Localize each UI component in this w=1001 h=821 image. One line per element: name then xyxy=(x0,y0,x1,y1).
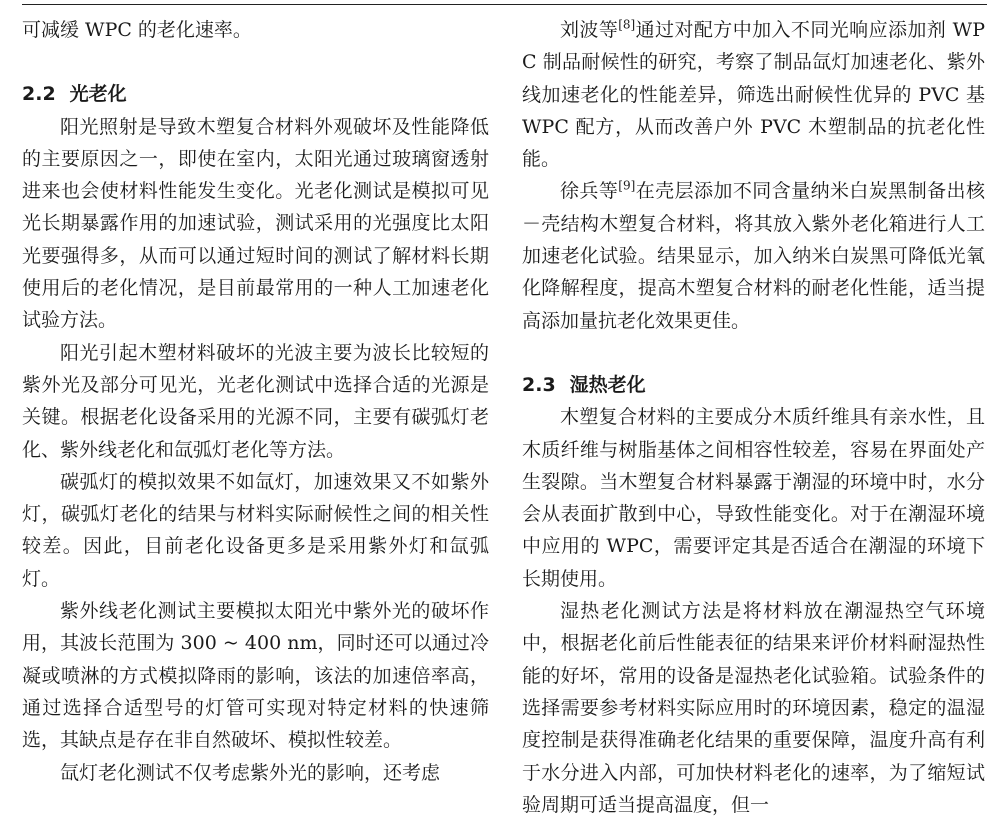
paragraph xyxy=(522,175,985,336)
paragraph-body: 通过对配方中加入不同光响应添加剂 WPC 制品耐候性的研究，考察了制品氙灯加速老化、紫外线加速老化的性能差异，筛选出耐候性优异的 PVC 基 WPC 配方，从而改善户外 PVC 木塑制品的抗老化性能。 xyxy=(522,19,985,171)
paragraph: 木塑复合材料的主要成分木质纤维具有亲水性，且木质纤维与树脂基体之间相容性较差，容易在界面处产生裂隙。当木塑复合材料暴露于潮湿的环境中时，水分会从表面扩散到中心，导致性能变化。对于在潮湿环境中应用的 WPC，需要评定其是否适合在潮湿的环境下长期使用。 xyxy=(522,406,985,590)
author-text: 刘波等 xyxy=(560,19,619,41)
top-rule xyxy=(22,4,987,5)
section-title: 光老化 xyxy=(69,83,127,106)
section-number: 2.2 xyxy=(22,83,56,106)
paragraph-continued: 可减缓 WPC 的老化速率。 xyxy=(22,19,252,41)
author-text: 徐兵等 xyxy=(560,180,619,203)
paragraph: 湿热老化测试方法是将材料放在潮湿热空气环境中，根据老化前后性能表征的结果来评价材料耐湿热性能的好坏，常用的设备是湿热老化试验箱。试验条件的选择需要参考材料实际应用时的环境因素，稳定的温湿度控制是获得准确老化结果的重要保障，温度升高有利于水分进入内部，可加快材料老化的速率，为了缩短试验周期可适当提高温度，但一 xyxy=(522,600,985,816)
paragraph: 氙灯老化测试不仅考虑紫外光的影响，还考虑 xyxy=(60,761,441,784)
section-heading-2-3 xyxy=(522,369,985,401)
section-heading-2-2 xyxy=(22,78,489,110)
paragraph-body: 在壳层添加不同含量纳米白炭黑制备出核－壳结构木塑复合材料，将其放入紫外老化箱进行人工加速老化试验。结果显示，加入纳米白炭黑可降低光氧化降解程度，提高木塑复合材料的耐老化性能，适当提高添加量抗老化效果更佳。 xyxy=(522,180,985,332)
paragraph: 阳光照射是导致木塑复合材料外观破坏及性能降低的主要原因之一，即使在室内，太阳光通过玻璃窗透射进来也会使材料性能发生变化。光老化测试是模拟可见光长期暴露作用的加速试验，测试采用的光强度比太阳光要强得多，从而可以通过短时间的测试了解材料长期使用后的老化情况，是目前最常用的一种人工加速老化试验方法。 xyxy=(22,115,489,332)
right-column xyxy=(522,14,985,821)
citation-ref: [8] xyxy=(618,17,636,32)
paragraph xyxy=(522,14,985,175)
paragraph: 碳弧灯的模拟效果不如氙灯，加速效果又不如紫外灯，碳弧灯老化的结果与材料实际耐候性之间的相关性较差。因此，目前老化设备更多是采用紫外灯和氙弧灯。 xyxy=(22,470,489,590)
paragraph: 紫外线老化测试主要模拟太阳光中紫外光的破坏作用，其波长范围为 300 ~ 400 nm，同时还可以通过冷凝或喷淋的方式模拟降雨的影响，该法的加速倍率高，通过选择合适型号的灯管可实现对特定材料的快速筛选，其缺点是存在非自然破坏、模拟性较差。 xyxy=(22,600,489,752)
paragraph: 阳光引起木塑材料破坏的光波主要为波长比较短的紫外光及部分可见光，光老化测试中选择合适的光源是关键。根据老化设备采用的光源不同，主要有碳弧灯老化、紫外线老化和氙弧灯老化等方法。 xyxy=(22,341,489,461)
left-column xyxy=(22,14,489,789)
citation-ref: [9] xyxy=(618,179,636,194)
section-number: 2.3 xyxy=(522,373,556,396)
spacer xyxy=(22,46,489,78)
spacer xyxy=(522,337,985,369)
section-title: 湿热老化 xyxy=(569,373,646,396)
